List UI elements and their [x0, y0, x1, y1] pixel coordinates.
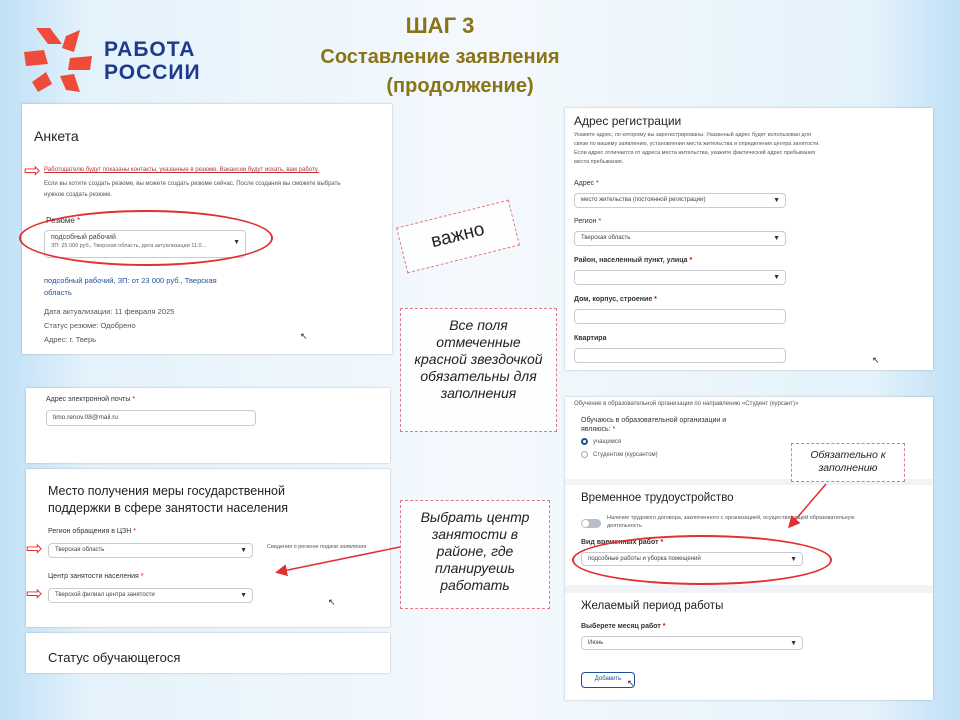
resume-value-2: ЗП: 25 000 руб., Тверская область, дата актуализации 11.0... — [51, 243, 207, 249]
center-select[interactable]: Тверской филиал центра занятости ▼ — [48, 588, 253, 603]
work-label: Вид временных работ * — [581, 539, 664, 546]
place-title-1: Место получения меры государственной — [48, 484, 285, 498]
resume-link-1[interactable]: подсобный рабочий, ЗП: от 23 000 руб., Тверская — [44, 276, 217, 285]
email-label: Адрес электронной почты * — [46, 396, 136, 403]
month-select[interactable]: Июнь ▼ — [581, 636, 803, 650]
subtitle-line1: Составление заявления — [320, 46, 560, 68]
addr-label: Адрес * — [574, 180, 599, 187]
place-title-2: поддержки в сфере занятости населения — [48, 501, 289, 515]
chevron-down-icon: ▼ — [240, 592, 247, 599]
logo-text-1: РАБОТА — [104, 38, 196, 61]
chevron-down-icon: ▼ — [790, 556, 797, 563]
logo-text-2: РОССИИ — [104, 61, 201, 84]
month-label: Выберете месяц работ * — [581, 623, 666, 630]
red-arrow-icon: ⇨ — [24, 160, 41, 182]
work-select[interactable]: подсобные работы и уборка помещений ▼ — [581, 552, 803, 566]
anketa-title: Анкета — [34, 128, 79, 144]
study-label-2: являюсь: * — [581, 426, 616, 433]
anketa-info-2: Если вы хотите создать резюме, вы можете создать резюме сейчас. После создания вы сможете выбрать — [44, 181, 341, 187]
address-info-3: Если адрес отличается от адреса места жительства, укажите фактический адрес пребывания — [574, 150, 816, 156]
chevron-down-icon: ▼ — [773, 197, 780, 204]
anketa-info-3: нужное создать резюме. — [44, 192, 113, 198]
chevron-down-icon: ▼ — [790, 640, 797, 647]
center-label: Центр занятости населения * — [48, 573, 144, 580]
vazhno-note: важно — [396, 200, 520, 274]
arrow-to-center-icon — [278, 547, 400, 572]
required-fields-note: Все поля отмеченные красной звездочкой обязательны для заполнения — [400, 308, 557, 432]
arrow-to-work-icon — [790, 484, 826, 526]
study-top-line: Обучение в образовательной организации по направлению «Студент (курсант)» — [574, 401, 799, 407]
flat-label: Квартира — [574, 335, 607, 342]
addr-select[interactable]: место жительства (постоянной регистрации) ▼ — [574, 193, 786, 208]
address-info-1: Укажите адрес, по которому вы зарегистрированы. Указанный адрес будет использован для — [574, 132, 811, 138]
subtitle-line2: (продолжение) — [386, 75, 534, 97]
toggle-text-2: деятельность — [607, 523, 642, 529]
radio-2-label: Студентом (курсантом) — [593, 452, 658, 458]
region-czn-select[interactable]: Тверская область ▼ — [48, 543, 253, 558]
study-label-1: Обучаюсь в образовательной организации и — [581, 417, 727, 424]
status-title: Статус обучающегося — [48, 650, 181, 665]
radio-1-label: учащимся — [593, 439, 622, 445]
resume-link-2[interactable]: область — [44, 288, 72, 297]
resume-date: Дата актуализации: 11 февраля 2025 — [44, 307, 175, 316]
step-title: ШАГ 3 — [405, 13, 475, 38]
region-czn-hint: Сведения о регионе подачи заявления — [267, 544, 367, 550]
house-label: Дом, корпус, строение * — [574, 296, 657, 303]
region-czn-label: Регион обращения в ЦЗН * — [48, 528, 137, 535]
cursor-icon: ↖ — [328, 597, 336, 607]
temp-title: Временное трудоустройство — [581, 492, 734, 504]
address-title: Адрес регистрации — [574, 114, 682, 128]
resume-value-1: подсобный рабочий — [51, 234, 116, 241]
red-arrow-icon: ⇨ — [26, 583, 43, 605]
red-arrow-icon: ⇨ — [26, 538, 43, 560]
region-select[interactable]: Тверская область ▼ — [574, 231, 786, 246]
resume-address: Адрес: г. Тверь — [44, 335, 97, 344]
chevron-down-icon: ▼ — [773, 274, 780, 281]
address-info-2: связи по вашему заявлению, установления места жительства и определения центра занятости. — [574, 141, 820, 147]
cursor-icon: ↖ — [872, 355, 880, 365]
region-label: Регион * — [574, 218, 602, 225]
chevron-down-icon: ▼ — [233, 239, 240, 246]
add-button[interactable]: Добавить — [581, 672, 635, 688]
resume-status: Статус резюме: Одобрено — [44, 321, 136, 330]
address-info-4: места пребывания. — [574, 159, 624, 165]
resume-label: Резюме * — [46, 216, 81, 225]
toggle-text-1: Наличие трудового договора, заключенного с организацией, осуществляющей образовательную — [607, 515, 855, 521]
period-title: Желаемый период работы — [581, 600, 724, 612]
chevron-down-icon: ▼ — [773, 235, 780, 242]
mandatory-note: Обязательно к заполнению — [791, 443, 905, 482]
district-label: Район, населенный пункт, улица * — [574, 257, 693, 264]
chevron-down-icon: ▼ — [240, 547, 247, 554]
cursor-icon: ↖ — [300, 331, 308, 341]
choose-center-note: Выбрать центр занятости в районе, где планируешь работать — [400, 500, 550, 609]
cursor-icon: ↖ — [627, 678, 635, 688]
anketa-info-1: Работодателю будут показаны контакты, указанные в резюме. Вакансии будут искать, вам работу. — [44, 167, 319, 173]
email-input[interactable]: timo.renov.08@mail.ru — [46, 410, 256, 426]
